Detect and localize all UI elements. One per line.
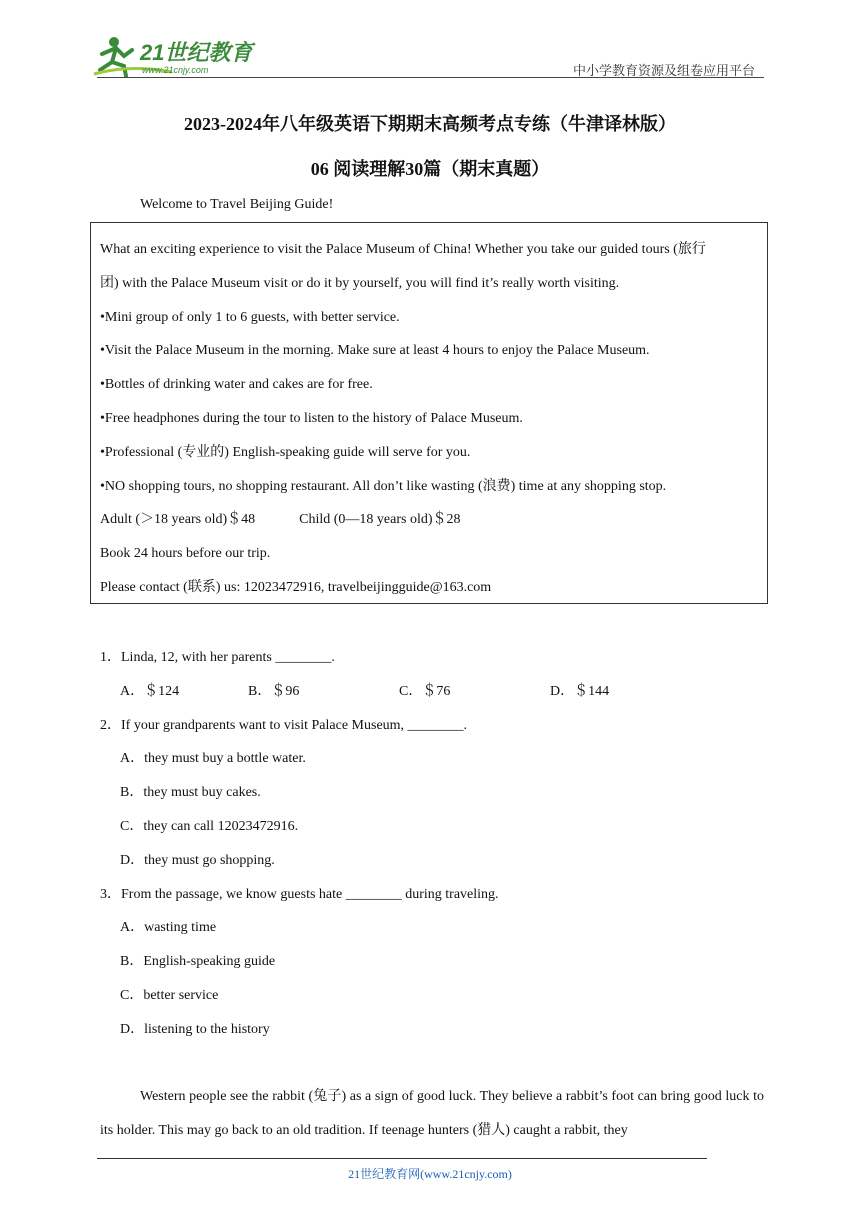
price-child: Child (0—18 years old)＄28 (299, 512, 461, 528)
ad-bullet: •Visit the Palace Museum in the morning. Make sure at least 4 hours to enjoy the Palace Museum. (100, 343, 650, 359)
ad-bullet: •NO shopping tours, no shopping restaurant. All don’t like wasting (浪费) time at any shopping stop. (100, 478, 667, 494)
option: A．＄124 (120, 683, 180, 699)
question-1: 1．Linda, 12, with her parents ________. (100, 650, 335, 665)
ad-bullet: •Free headphones during the tour to listen to the history of Palace Museum. (100, 410, 523, 426)
option: B．they must buy cakes. (120, 785, 261, 801)
question-2: 2．If your grandparents want to visit Palace Museum, ________. (100, 717, 468, 733)
svg-text:21世纪教育: 21世纪教育 (140, 40, 253, 65)
passage-intro: Welcome to Travel Beijing Guide! (140, 197, 334, 212)
option: A．they must buy a bottle water. (120, 751, 306, 767)
ad-bullet: •Professional (专业的) English-speaking guide will serve for you. (100, 444, 471, 460)
option: B．＄96 (248, 683, 300, 699)
document-title: 2023-2024年八年级英语下期期末高频考点专练（牛津译林版） (184, 114, 676, 134)
option: C．＄76 (399, 683, 451, 699)
option: C．they can call 12023472916. (120, 818, 299, 834)
question-1-options (100, 675, 770, 709)
document-subtitle: 06 阅读理解30篇（期末真题） (310, 159, 550, 179)
option: C．better service (120, 987, 219, 1003)
runner-logo-icon (92, 34, 262, 78)
footer-divider (97, 1158, 707, 1159)
ad-line: 团) with the Palace Museum visit or do it by yourself, you will find it’s really worth visiting. (100, 275, 620, 291)
ad-bullet: •Bottles of drinking water and cakes are for free. (100, 377, 373, 393)
ad-contact: Please contact (联系) us: 12023472916, travelbeijingguide@163.com (100, 579, 492, 595)
option: D．listening to the history (120, 1021, 270, 1037)
ad-booking: Book 24 hours before our trip. (100, 546, 271, 562)
option: A．wasting time (120, 920, 217, 936)
ad-prices (100, 503, 758, 537)
price-adult: Adult (＞18 years old)＄48 (100, 512, 256, 528)
questions-section (100, 641, 770, 1047)
option: D．they must go shopping. (120, 852, 275, 868)
ad-box (90, 222, 768, 604)
header-divider (97, 77, 764, 78)
passage-text: Western people see the rabbit (兔子) as a sign of good luck. They believe a rabbit’s foot can bring good luck to its holder. This may go back to an old tradition. If teenage hunters (猎人) caught a rabbit, they (100, 1089, 764, 1138)
question-3: 3．From the passage, we know guests hate ________ during traveling. (100, 886, 499, 902)
option: D．＄144 (550, 683, 610, 699)
ad-bullet: •Mini group of only 1 to 6 guests, with better service. (100, 309, 400, 325)
option: B．English-speaking guide (120, 954, 276, 970)
site-logo (92, 34, 262, 78)
ad-line: What an exciting experience to visit the Palace Museum of China! Whether you take our guided tours (旅行 (100, 242, 706, 257)
header-platform-text: 中小学教育资源及组卷应用平台 (572, 63, 755, 78)
footer-text[interactable]: 21世纪教育网(www.21cnjy.com) (348, 1167, 512, 1181)
svg-text:www.21cnjy.com: www.21cnjy.com (142, 65, 209, 75)
